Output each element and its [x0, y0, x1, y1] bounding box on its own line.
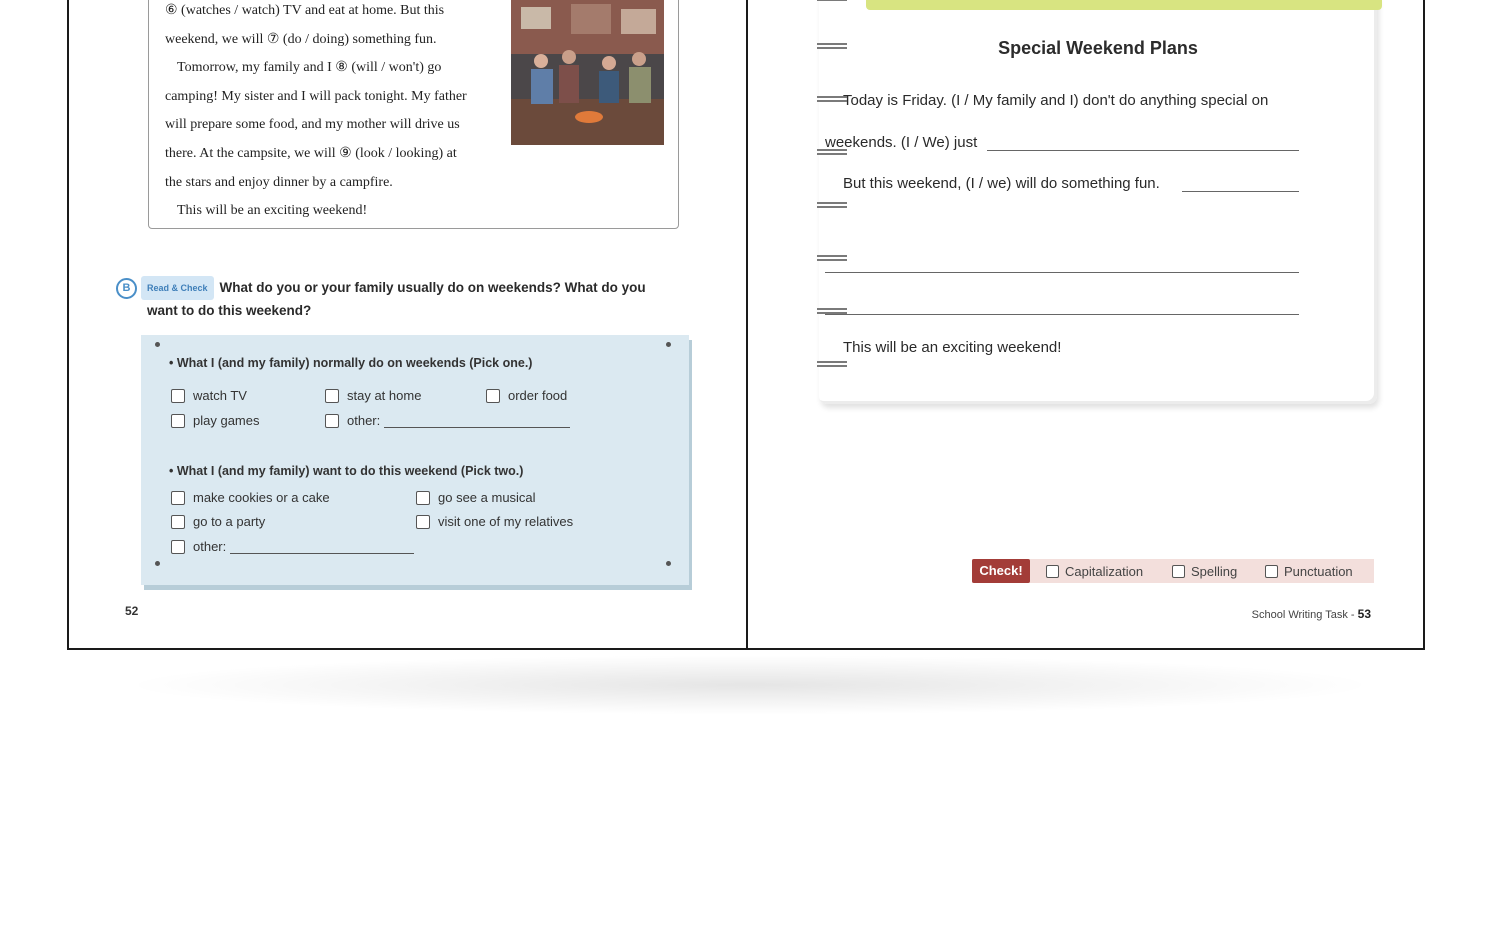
checkbox-icon[interactable] — [171, 414, 185, 428]
spiral-coil-icon — [817, 0, 847, 1]
checkbox-label: visit one of my relatives — [438, 514, 574, 529]
checkbox-icon[interactable] — [171, 540, 185, 554]
question-text-line2: want to do this weekend? — [147, 303, 312, 318]
open-workbook — [67, 0, 1425, 650]
footer-title: School Writing Task — [1251, 609, 1348, 621]
writing-closing: This will be an exciting weekend! — [843, 339, 1062, 356]
spiral-coil-icon — [817, 96, 847, 102]
checkbox-option[interactable] — [171, 413, 259, 428]
check-label: Capitalization — [1065, 564, 1144, 579]
camping-photo — [511, 0, 664, 145]
story-line: weekend, we will ⑦ (do / doing) something fun. — [165, 31, 437, 47]
checkbox-label: other: — [193, 539, 227, 554]
checkbox-option[interactable] — [171, 388, 247, 403]
checkbox-option[interactable] — [171, 490, 330, 505]
question-text-line1: What do you or your family usually do on weekends? What do you — [219, 280, 646, 295]
page-number-left: 52 — [125, 604, 139, 618]
checkbox-option[interactable] — [416, 490, 536, 505]
checkbox-option[interactable] — [325, 388, 421, 403]
checkbox-label: play games — [193, 413, 260, 428]
checkbox-icon[interactable] — [171, 491, 185, 505]
checkbox-icon[interactable] — [325, 389, 339, 403]
story-line: ⑥ (watches / watch) TV and eat at home. But this — [165, 3, 445, 18]
self-check-strip — [972, 559, 1374, 583]
checklist-heading-2: • What I (and my family) want to do this weekend (Pick two.) — [169, 464, 524, 478]
story-line: Tomorrow, my family and I ⑧ (will / won't) go — [177, 60, 442, 76]
writing-blank-line[interactable] — [825, 314, 1299, 315]
check-punctuation[interactable] — [1265, 564, 1353, 579]
checkbox-label: other: — [347, 413, 381, 428]
checklist-card — [141, 335, 689, 585]
checkbox-label: stay at home — [347, 388, 422, 403]
footer-right — [1252, 607, 1371, 621]
story-line: camping! My sister and I will pack tonight. My father — [165, 88, 467, 104]
checkbox-icon[interactable] — [486, 389, 500, 403]
checklist-heading-1: • What I (and my family) normally do on weekends (Pick one.) — [169, 356, 533, 370]
checkbox-icon[interactable] — [1172, 565, 1185, 578]
spiral-coil-icon — [817, 43, 847, 49]
checkbox-icon[interactable] — [1046, 565, 1059, 578]
camping-photo-illustration — [511, 0, 664, 145]
spiral-coil-icon — [817, 149, 847, 155]
pin-icon — [155, 342, 160, 347]
writing-line-3: But this weekend, (I / we) will do something fun. — [843, 175, 1160, 192]
other-blank-line[interactable] — [384, 414, 570, 428]
pin-icon — [666, 342, 671, 347]
story-line: there. At the campsite, we will ⑨ (look / looking) at — [165, 145, 457, 161]
writing-line-2: weekends. (I / We) just — [825, 134, 978, 151]
checkbox-option[interactable] — [171, 514, 265, 529]
checkbox-label: order food — [508, 388, 568, 403]
writing-blank-line[interactable] — [825, 272, 1299, 273]
checkbox-icon[interactable] — [416, 515, 430, 529]
checkbox-icon[interactable] — [416, 491, 430, 505]
writing-line-1: Today is Friday. (I / My family and I) don't do anything special on — [843, 92, 1269, 109]
header-accent-bar — [866, 0, 1382, 10]
checkbox-option-other[interactable] — [325, 413, 570, 428]
checkbox-icon[interactable] — [325, 414, 339, 428]
other-blank-line[interactable] — [230, 540, 414, 554]
spiral-coil-icon — [817, 361, 847, 367]
story-line: This will be an exciting weekend! — [177, 203, 368, 219]
checkbox-label: watch TV — [193, 388, 247, 403]
story-text — [165, 0, 500, 226]
writing-card — [819, 0, 1377, 404]
question-letter-icon: B — [116, 278, 137, 299]
check-label: Punctuation — [1284, 564, 1353, 579]
checkbox-label: make cookies or a cake — [193, 490, 330, 505]
story-line: the stars and enjoy dinner by a campfire. — [165, 174, 393, 190]
check-spelling[interactable] — [1172, 564, 1237, 579]
check-capitalization[interactable] — [1046, 564, 1143, 579]
checkbox-option[interactable] — [416, 514, 573, 529]
writing-blank-line[interactable] — [987, 150, 1299, 151]
pin-icon — [666, 561, 671, 566]
checkbox-option-other[interactable] — [171, 539, 414, 554]
checkbox-icon[interactable] — [171, 515, 185, 529]
writing-blank-line[interactable] — [1182, 191, 1299, 192]
checkbox-label: go to a party — [193, 514, 266, 529]
checkbox-icon[interactable] — [1265, 565, 1278, 578]
checkbox-option[interactable] — [486, 388, 567, 403]
checkbox-label: go see a musical — [438, 490, 536, 505]
footer-separator: - — [1350, 609, 1355, 621]
book-shadow — [120, 655, 1380, 715]
check-badge: Check! — [972, 559, 1030, 583]
book-spine — [746, 0, 748, 648]
read-check-badge: Read & Check — [141, 276, 214, 300]
spiral-coil-icon — [817, 255, 847, 261]
writing-title: Special Weekend Plans — [998, 38, 1198, 58]
checkbox-icon[interactable] — [171, 389, 185, 403]
pin-icon — [155, 561, 160, 566]
question-b — [116, 276, 691, 322]
spiral-coil-icon — [817, 308, 847, 314]
story-line: will prepare some food, and my mother will drive us — [165, 117, 460, 133]
spiral-coil-icon — [817, 202, 847, 208]
story-box — [148, 0, 679, 229]
check-label: Spelling — [1191, 564, 1238, 579]
page-number-right: 53 — [1357, 607, 1371, 621]
